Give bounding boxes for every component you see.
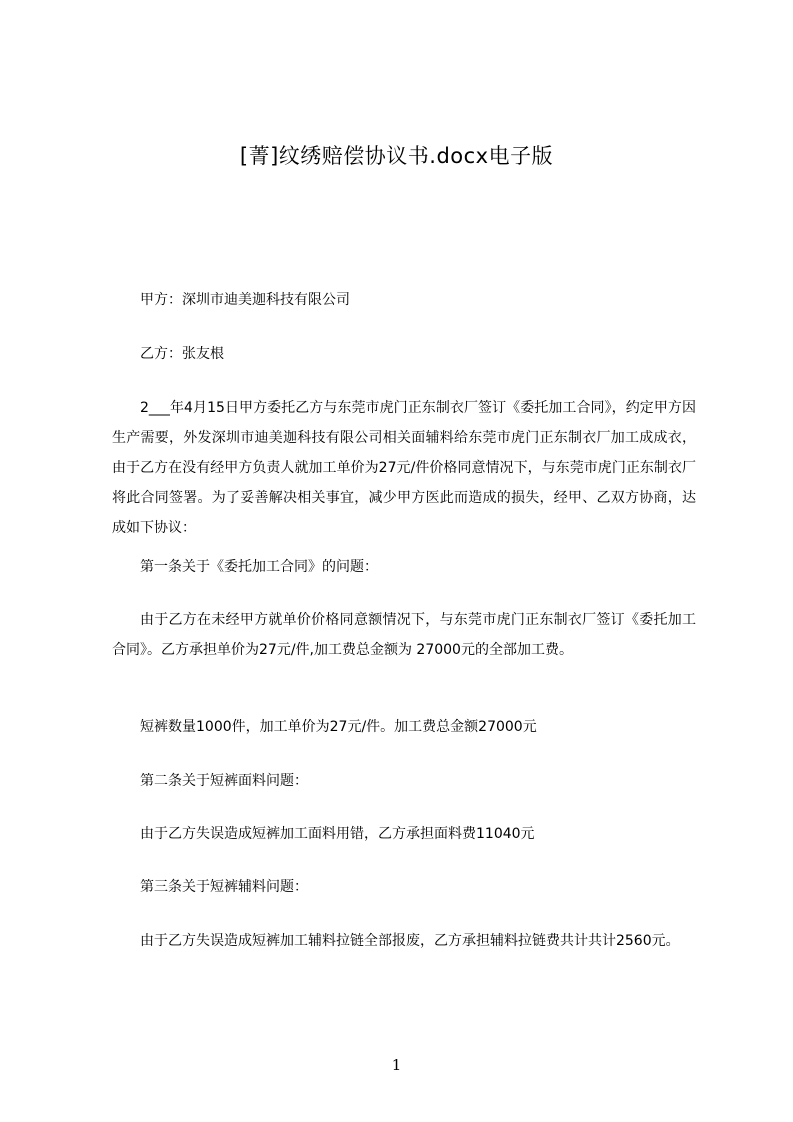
intro-paragraph: 2___年4月15日甲方委托乙方与东莞市虎门正东制衣厂签订《委托加工合同》，约定甲方因生产需要，外发深圳市迪美迦科技有限公司相关面辅料给东莞市虎门正东制衣厂加工成成衣，由于乙方在没有经甲方负责人就加工单价为27元/件价格同意情况下，与东莞市虎门正东制衣厂将此合同签署。为了妥善解决相关事宜，减少甲方医此而造成的损失，经甲、乙双方协商，达成如下协议： [112,400,696,536]
page-number: 1 [391,1056,402,1074]
party-a-line: 甲方：深圳市迪美迦科技有限公司 [140,292,350,308]
article-1-heading: 第一条关于《委托加工合同》的问题： [140,559,378,575]
party-b-line: 乙方：张友根 [140,346,224,362]
article-3-body: 由于乙方失误造成短裤加工辅料拉链全部报废，乙方承担辅料拉链费共计共计2560元。 [140,933,680,949]
article-1-detail: 短裤数量1000件，加工单价为27元/件。加工费总金额27000元 [140,719,537,735]
article-2-heading: 第二条关于短裤面料问题： [140,773,308,789]
article-3-heading: 第三条关于短裤辅料问题： [140,879,308,895]
article-2-body: 由于乙方失误造成短裤加工面料用错，乙方承担面料费11040元 [140,826,535,842]
article-1-body: 由于乙方在未经甲方就单价价格同意额情况下，与东莞市虎门正东制衣厂签订《委托加工合同》。乙方承担单价为27元/件,加工费总金额为 27000元的全部加工费。 [112,612,696,658]
document-title: [菁]纹绣赔偿协议书.docx电子版 [239,144,554,168]
